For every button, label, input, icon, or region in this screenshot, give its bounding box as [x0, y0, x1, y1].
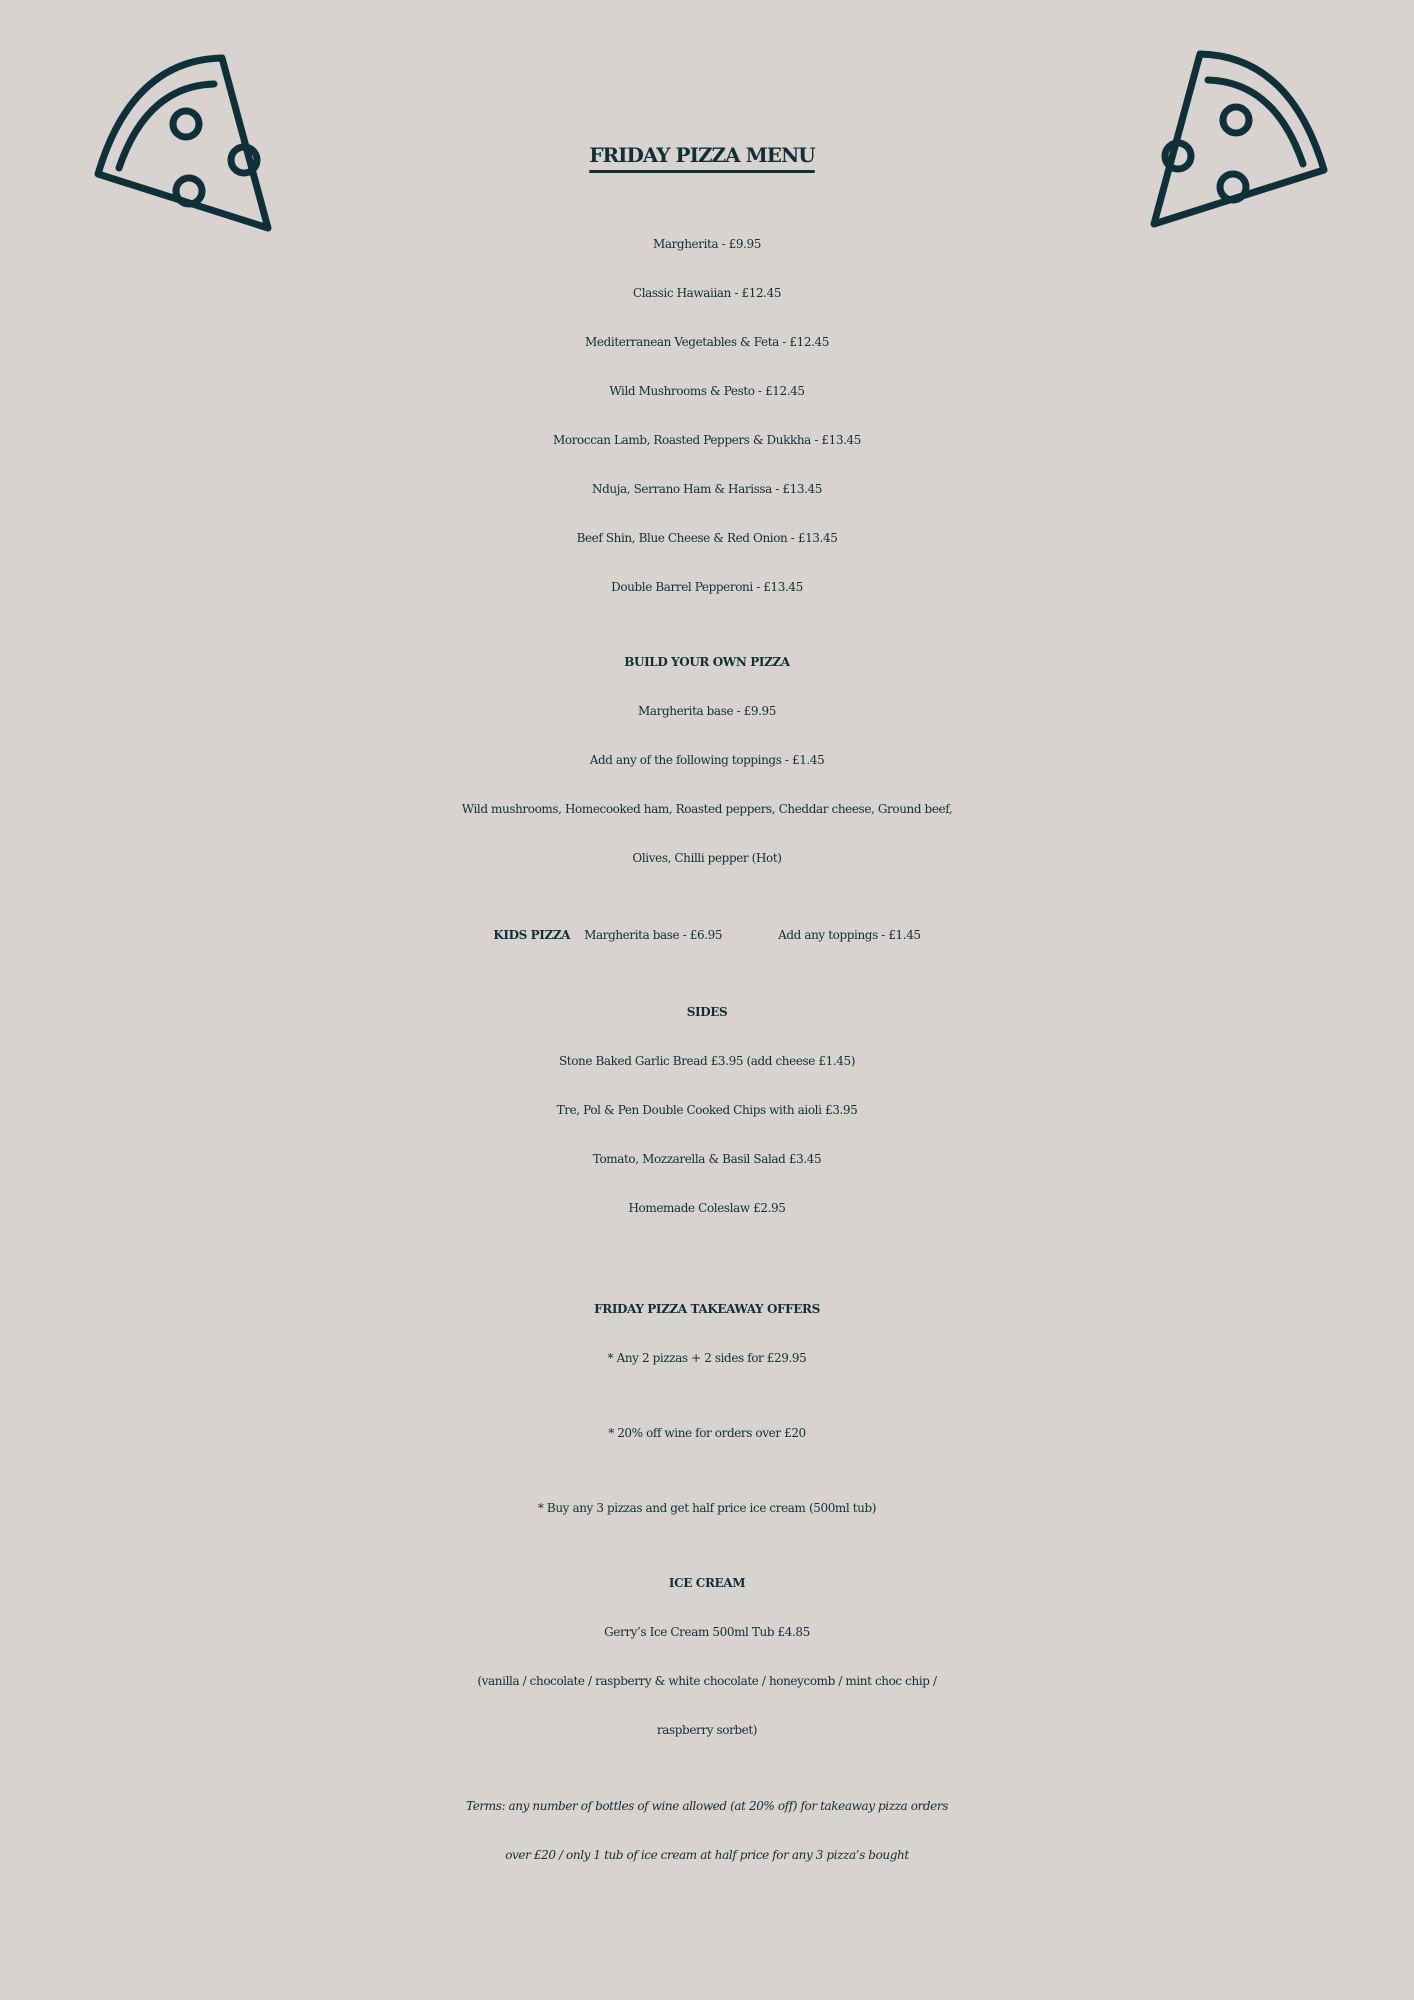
- pizza-item: Wild Mushrooms & Pesto - £12.45: [609, 384, 805, 398]
- kids-pizza-line: [0, 915, 1414, 955]
- offers-heading: FRIDAY PIZZA TAKEAWAY OFFERS: [594, 1302, 820, 1316]
- side-item: Tre, Pol & Pen Double Cooked Chips with aioli £3.95: [556, 1103, 858, 1117]
- pizza-item: Mediterranean Vegetables & Feta - £12.45: [585, 335, 829, 349]
- side-item: Homemade Coleslaw £2.95: [628, 1201, 786, 1215]
- ice-cream-heading: ICE CREAM: [668, 1576, 746, 1590]
- offer-item: * Any 2 pizzas + 2 sides for £29.95: [607, 1351, 807, 1365]
- side-item: Stone Baked Garlic Bread £3.95 (add cheese £1.45): [558, 1054, 856, 1068]
- ice-cream-line: raspberry sorbet): [656, 1723, 758, 1737]
- offer-item: * Buy any 3 pizzas and get half price ice cream (500ml tub): [537, 1501, 877, 1515]
- kids-pizza-base: Margherita base - £6.95: [584, 928, 723, 942]
- pizza-item: Margherita - £9.95: [652, 237, 762, 251]
- ice-cream-line: Gerry’s Ice Cream 500ml Tub £4.85: [604, 1625, 810, 1639]
- kids-pizza-toppings: Add any toppings - £1.45: [778, 928, 921, 942]
- build-your-own-line: Margherita base - £9.95: [638, 704, 776, 718]
- kids-pizza-heading: KIDS PIZZA: [493, 928, 571, 942]
- terms-line: Terms: any number of bottles of wine allowed (at 20% off) for takeaway pizza orders: [466, 1799, 948, 1813]
- build-your-own-heading: BUILD YOUR OWN PIZZA: [624, 655, 790, 669]
- build-your-own-line: Olives, Chilli pepper (Hot): [632, 851, 782, 865]
- build-your-own-line: Wild mushrooms, Homecooked ham, Roasted peppers, Cheddar cheese, Ground beef,: [461, 802, 953, 816]
- offer-item: * 20% off wine for orders over £20: [608, 1426, 806, 1440]
- terms-line: over £20 / only 1 tub of ice cream at half price for any 3 pizza’s bought: [505, 1848, 909, 1862]
- pizza-item: Classic Hawaiian - £12.45: [632, 286, 782, 300]
- pizza-item: Moroccan Lamb, Roasted Peppers & Dukkha - £13.45: [553, 433, 861, 447]
- side-item: Tomato, Mozzarella & Basil Salad £3.45: [592, 1152, 822, 1166]
- menu-title: FRIDAY PIZZA MENU: [589, 143, 815, 167]
- sides-heading: SIDES: [686, 1005, 728, 1019]
- ice-cream-line: (vanilla / chocolate / raspberry & white chocolate / honeycomb / mint choc chip /: [477, 1674, 937, 1688]
- pizza-item: Double Barrel Pepperoni - £13.45: [611, 580, 803, 594]
- build-your-own-line: Add any of the following toppings - £1.45: [589, 753, 825, 767]
- pizza-item: Nduja, Serrano Ham & Harissa - £13.45: [592, 482, 822, 496]
- pizza-item: Beef Shin, Blue Cheese & Red Onion - £13.45: [576, 531, 838, 545]
